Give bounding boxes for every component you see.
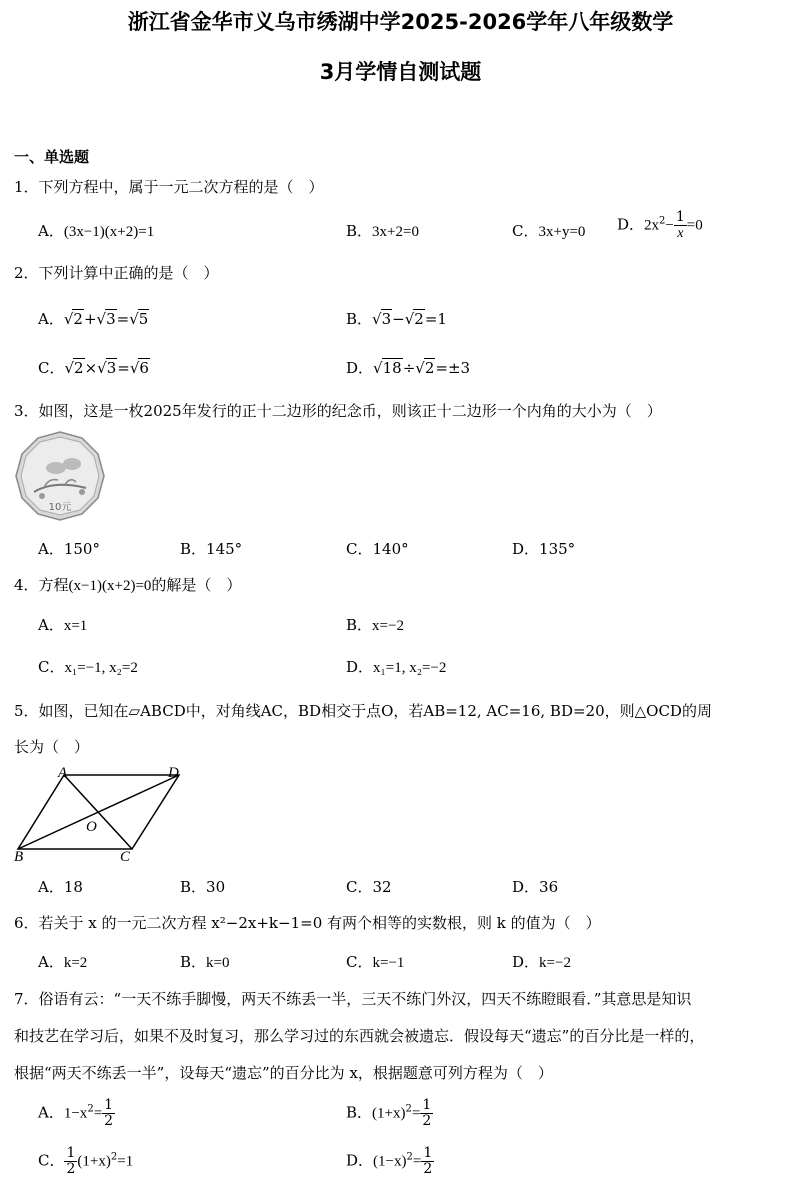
q7-option-c: C． $\frac{1}{2}$ $(1+x)^2=1$ bbox=[38, 1145, 134, 1177]
q3-option-a: A．150° bbox=[38, 540, 100, 558]
q4-option-d: D．x₁=1, x₂=−2 bbox=[346, 658, 447, 676]
q7-stem-line3: 根据“两天不练丢一半”，设每天“遗忘”的百分比为 x，根据题意可列方程为（ ） bbox=[14, 1064, 553, 1082]
q1-option-c: C．3x+y=0 bbox=[512, 222, 586, 240]
q6-option-a: A．k=2 bbox=[38, 953, 88, 971]
q7-option-a: A．$1-x^2=$ $\frac{1}{2}$ bbox=[38, 1097, 114, 1129]
section-heading: 一、单选题 bbox=[14, 148, 90, 166]
q7-stem-line1: 7．俗语有云：“一天不练手脚慢，两天不练丢一半，三天不练门外汉，四天不练瞪眼看．”其意思是知识 bbox=[14, 990, 692, 1008]
q2-option-c: C．√2×√3=√6 bbox=[38, 359, 149, 377]
page-title-line2: 3月学情自测试题 bbox=[319, 60, 482, 84]
q2-option-a: A．√2+√3=√5 bbox=[38, 310, 149, 328]
q5-option-c: C．32 bbox=[346, 878, 392, 896]
page-title-line1: 浙江省金华市义乌市绣湖中学2025-2026学年八年级数学 bbox=[127, 10, 674, 34]
label-b: B bbox=[14, 849, 24, 863]
q2-option-b: B．√3−√2=1 bbox=[346, 310, 447, 328]
q4-stem: 4．方程(x−1)(x+2)=0的解是（ ） bbox=[14, 576, 242, 594]
q1-option-d: D．$2x^2-$ $\frac{1}{x}$ =0 bbox=[617, 209, 703, 241]
q4-option-b: B．x=−2 bbox=[346, 616, 404, 634]
q1-option-a: A．(3x−1)(x+2)=1 bbox=[38, 222, 155, 240]
q5-option-a: A．18 bbox=[38, 878, 83, 896]
q2-option-d: D．√18÷√2=±3 bbox=[346, 359, 471, 377]
q3-option-b: B．145° bbox=[180, 540, 243, 558]
q2-stem: 2．下列计算中正确的是（ ） bbox=[14, 264, 219, 282]
q3-option-c: C．140° bbox=[346, 540, 409, 558]
q7-option-b: B．$(1+x)^2=$ $\frac{1}{2}$ bbox=[346, 1097, 432, 1129]
q6-option-c: C．k=−1 bbox=[346, 953, 405, 971]
q5-option-d: D．36 bbox=[512, 878, 559, 896]
q5-stem: 5．如图，已知在▱ABCD中，对角线AC，BD相交于点O，若AB=12, AC=16, BD=20，则△OCD的周 bbox=[14, 702, 712, 720]
q7-stem-line2: 和技艺在学习后，如果不及时复习，那么学习过的东西就会被遗忘．假设每天“遗忘”的百分比是一样的， bbox=[14, 1027, 705, 1045]
q4-option-c: C．x₁=−1, x₂=2 bbox=[38, 658, 138, 676]
parallelogram-figure bbox=[14, 763, 194, 863]
label-d: D bbox=[168, 765, 179, 781]
label-o: O bbox=[86, 819, 97, 835]
q1-option-b: B．3x+2=0 bbox=[346, 222, 419, 240]
q5-stem-cont: 长为（ ） bbox=[14, 738, 90, 756]
q1-stem: 1．下列方程中，属于一元二次方程的是（ ） bbox=[14, 178, 324, 196]
q3-stem: 3．如图，这是一枚2025年发行的正十二边形的纪念币，则该正十二边形一个内角的大小为（ ） bbox=[14, 402, 662, 420]
q5-option-b: B．30 bbox=[180, 878, 226, 896]
q6-stem: 6．若关于 x 的一元二次方程 x²−2x+k−1=0 有两个相等的实数根，则 k 的值为（ ） bbox=[14, 914, 601, 932]
q4-option-a: A．x=1 bbox=[38, 616, 88, 634]
label-a: A bbox=[58, 765, 68, 781]
q3-option-d: D．135° bbox=[512, 540, 576, 558]
q6-option-d: D．k=−2 bbox=[512, 953, 571, 971]
commemorative-coin-image bbox=[14, 430, 106, 522]
label-c: C bbox=[120, 849, 131, 863]
q6-option-b: B．k=0 bbox=[180, 953, 230, 971]
coin-label: 10元 bbox=[48, 502, 72, 513]
q7-option-d: D．$(1-x)^2=$ $\frac{1}{2}$ bbox=[346, 1145, 433, 1177]
